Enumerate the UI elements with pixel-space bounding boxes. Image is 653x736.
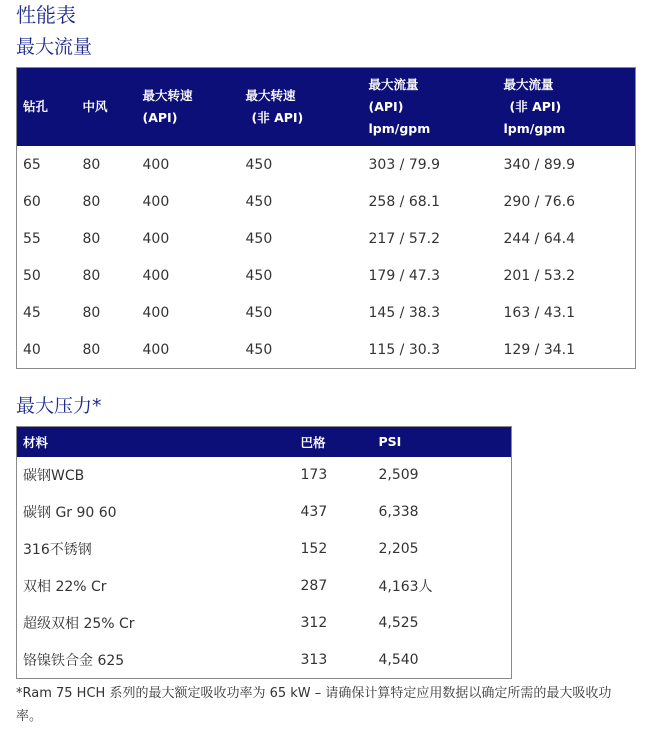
table-row <box>17 258 636 295</box>
table-cell: 4,525 <box>378 615 419 631</box>
table-cell: 80 <box>82 268 101 284</box>
table-cell: 450 <box>245 305 273 321</box>
table-cell: 80 <box>82 231 101 247</box>
header-line: lpm/gpm <box>503 120 566 136</box>
header-line: 最大转速 <box>142 87 193 103</box>
pressure-table-header-row <box>17 427 512 457</box>
table-cell: 450 <box>245 268 273 284</box>
table-cell: 173 <box>300 467 328 483</box>
flow-table-header-row <box>17 68 636 146</box>
table-cell: 80 <box>82 341 101 358</box>
table-cell: 450 <box>245 341 273 358</box>
table-cell: 4,540 <box>378 651 419 668</box>
table-cell: 258 / 68.1 <box>368 194 441 210</box>
table-row <box>17 184 636 221</box>
table-cell: 313 <box>300 651 328 668</box>
table-row <box>17 605 512 642</box>
header-line: 最大流量 <box>503 76 554 92</box>
header-line: 钻孔 <box>23 98 49 114</box>
table-cell: 双相 22% Cr <box>23 579 107 595</box>
table-row <box>17 221 636 258</box>
table-cell: 80 <box>82 194 101 210</box>
header-line: 最大流量 <box>368 76 419 92</box>
table-cell: 287 <box>300 578 328 594</box>
table-cell: 115 / 30.3 <box>368 341 441 358</box>
table-cell: 碳钢 Gr 90 60 <box>23 505 117 521</box>
table-cell: 437 <box>300 504 328 520</box>
table-cell: 铬镍铁合金 625 <box>23 652 125 669</box>
table-cell: 179 / 47.3 <box>368 268 441 284</box>
table-cell: 129 / 34.1 <box>503 341 576 358</box>
flow-header-bore <box>17 68 77 146</box>
table-cell: 450 <box>245 156 273 173</box>
header-line: (非 API) <box>251 109 304 125</box>
table-cell: 80 <box>82 156 101 173</box>
page-title: 性能表 <box>16 3 76 27</box>
table-row <box>17 642 512 679</box>
flow-header-stroke <box>77 68 137 146</box>
table-cell: 2,509 <box>378 467 419 483</box>
table-cell: 312 <box>300 615 328 631</box>
flow-header-max-speed-non-api <box>240 68 363 146</box>
flow-header-max-speed-api <box>137 68 240 146</box>
header-line: (API) <box>142 109 178 125</box>
table-row <box>17 457 512 494</box>
header-line: 最大转速 <box>245 87 296 103</box>
table-cell: 超级双相 25% Cr <box>23 616 135 632</box>
header-line: (API) <box>368 98 404 114</box>
flow-header-max-flow-api <box>363 68 498 146</box>
table-cell: 45 <box>23 305 41 321</box>
table-row <box>17 146 636 184</box>
table-cell: 65 <box>23 156 41 173</box>
header-line: 中风 <box>82 98 108 114</box>
pressure-header-material: 材料 <box>17 427 295 457</box>
table-cell: 50 <box>23 268 41 284</box>
pressure-table <box>16 426 512 679</box>
table-row <box>17 568 512 605</box>
table-cell: 碳钢WCB <box>23 468 85 484</box>
table-cell: 400 <box>142 194 170 210</box>
table-cell: 290 / 76.6 <box>503 194 576 210</box>
table-row <box>17 332 636 369</box>
table-row <box>17 531 512 568</box>
table-cell: 450 <box>245 231 273 247</box>
table-cell: 450 <box>245 194 273 210</box>
table-cell: 163 / 43.1 <box>503 305 576 321</box>
table-cell: 40 <box>23 341 41 358</box>
table-cell: 2,205 <box>378 541 419 557</box>
pressure-header-barg: 巴格 <box>295 427 373 457</box>
table-cell: 316不锈钢 <box>23 542 92 558</box>
table-cell: 55 <box>23 231 41 247</box>
table-cell: 400 <box>142 341 170 358</box>
table-cell: 4,163人 <box>378 579 433 595</box>
table-cell: 145 / 38.3 <box>368 305 441 321</box>
table-cell: 152 <box>300 541 328 557</box>
pressure-section-title: 最大压力* <box>16 395 102 417</box>
table-row <box>17 494 512 531</box>
table-cell: 80 <box>82 305 101 321</box>
flow-header-max-flow-non-api <box>498 68 636 146</box>
header-line: lpm/gpm <box>368 120 431 136</box>
table-row <box>17 295 636 332</box>
table-cell: 340 / 89.9 <box>503 156 576 173</box>
table-cell: 400 <box>142 156 170 173</box>
table-cell: 6,338 <box>378 504 419 520</box>
pressure-header-psi: PSI <box>373 427 512 457</box>
table-cell: 400 <box>142 268 170 284</box>
flow-table <box>16 67 636 369</box>
table-cell: 303 / 79.9 <box>368 156 441 173</box>
table-cell: 244 / 64.4 <box>503 231 576 247</box>
footnote: *Ram 75 HCH 系列的最大额定吸收功率为 65 kW – 请确保计算特定应用数据以确定所需的最大吸收功率。 <box>16 686 612 724</box>
table-cell: 217 / 57.2 <box>368 231 441 247</box>
table-cell: 400 <box>142 231 170 247</box>
table-cell: 201 / 53.2 <box>503 268 576 284</box>
flow-section-title: 最大流量 <box>16 36 93 58</box>
table-cell: 400 <box>142 305 170 321</box>
header-line: (非 API) <box>509 98 562 114</box>
table-cell: 60 <box>23 194 41 210</box>
